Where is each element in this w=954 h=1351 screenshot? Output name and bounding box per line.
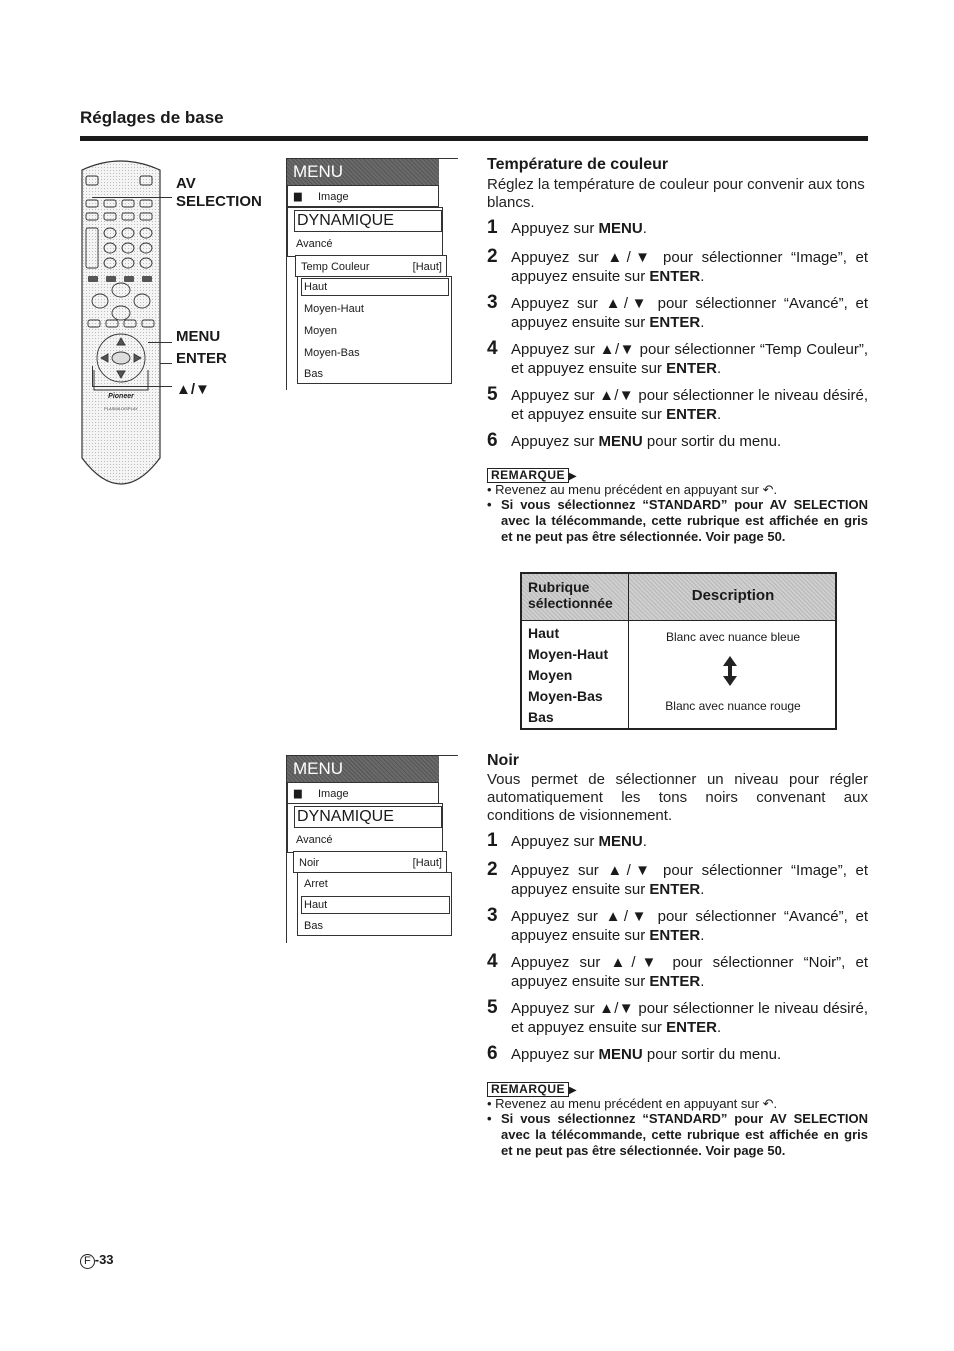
noir-remarque-tag: REMARQUE ▶ — [487, 1080, 577, 1098]
noir-note-2: • Si vous sélectionnez “STANDARD” pour AV SELECTION avec la télécommande, cette rubrique est affichée en gris et ne peut pas être sélectionnée. Voir page 50. — [487, 1111, 868, 1158]
image-icon: ▆ — [294, 191, 302, 202]
menu2-item-row — [293, 851, 447, 873]
page-number: F -33 — [80, 1252, 114, 1269]
menu1-option: Haut — [304, 281, 328, 293]
remote-model-text: PLASMA DISPLAY — [104, 406, 138, 411]
return-icon: ↶ — [762, 482, 774, 497]
menu1-option: Moyen — [304, 325, 338, 337]
menu2-option: Haut — [304, 899, 328, 911]
temp-intro: Réglez la température de couleur pour convenir aux tons blancs. — [487, 176, 865, 211]
label-av: AV — [176, 175, 196, 192]
menu2-title: MENU — [287, 756, 439, 782]
menu1-option: Bas — [304, 368, 323, 380]
label-menu: MENU — [176, 328, 221, 345]
menu1-advanced: Avancé — [296, 238, 333, 250]
menu1-image-row — [287, 185, 439, 207]
noir-title: Noir — [487, 752, 519, 769]
leader-line-menu — [148, 342, 172, 343]
temp-table — [520, 572, 837, 730]
temp-note-1: • Revenez au menu précédent en appuyant sur ↶. — [487, 482, 778, 497]
remote-control-illustration — [80, 158, 162, 498]
temp-step: 1 Appuyez sur MENU. — [487, 217, 647, 238]
temp-step: 3 Appuyez sur ▲/▼ pour sélectionner “Avancé”, et appuyez ensuite sur ENTER. — [487, 292, 868, 331]
table-item: Haut — [528, 625, 560, 641]
menu2-mode-box — [287, 803, 443, 853]
leader-line-av — [92, 197, 172, 198]
menu2-image-row — [287, 782, 439, 804]
noir-step: 2 Appuyez sur ▲/▼ pour sélectionner “Image”, et appuyez ensuite sur ENTER. — [487, 859, 868, 898]
menu2-options-box — [297, 872, 452, 936]
menu2-image-label: Image — [318, 788, 349, 800]
temp-remarque-tag: REMARQUE ▶ — [487, 466, 577, 484]
temp-step: 6 Appuyez sur MENU pour sortir du menu. — [487, 430, 782, 451]
menu1-mode: DYNAMIQUE — [297, 212, 394, 229]
noir-step: 4 Appuyez sur ▲/▼ pour sélectionner “Noir”, et appuyez ensuite sur ENTER. — [487, 951, 868, 990]
image-icon: ▆ — [294, 788, 302, 799]
temp-step: 2 Appuyez sur ▲/▼ pour sélectionner “Image”, et appuyez ensuite sur ENTER. — [487, 246, 868, 285]
noir-intro: Vous permet de sélectionner un niveau pour régler automatiquement les tons noirs convenant aux conditions de visionnement. — [487, 771, 868, 824]
leader-line-arrows — [92, 386, 172, 387]
temp-step: 4 Appuyez sur ▲/▼ pour sélectionner “Temp Couleur”, et appuyez ensuite sur ENTER. — [487, 338, 868, 377]
table-item: Bas — [528, 709, 554, 725]
label-selection: SELECTION — [176, 193, 262, 210]
table-desc-bottom: Blanc avec nuance rouge — [665, 699, 801, 713]
header-rule — [80, 136, 868, 141]
page-letter-badge: F — [80, 1254, 95, 1269]
up-down-arrow-icon — [722, 656, 738, 691]
menu2-advanced: Avancé — [296, 834, 333, 846]
table-desc-top: Blanc avec nuance bleue — [665, 630, 801, 644]
menu2-item-value: [Haut] — [412, 857, 442, 869]
label-arrows: ▲/▼ — [176, 381, 210, 398]
temp-step: 5 Appuyez sur ▲/▼ pour sélectionner le niveau désiré, et appuyez ensuite sur ENTER. — [487, 384, 868, 423]
menu1-mode-highlight — [294, 210, 442, 232]
menu1-option: Moyen-Bas — [304, 347, 360, 359]
noir-step: 3 Appuyez sur ▲/▼ pour sélectionner “Avancé”, et appuyez ensuite sur ENTER. — [487, 905, 868, 944]
label-enter: ENTER — [176, 350, 227, 367]
menu2-option: Arret — [304, 878, 328, 890]
menu2-option: Bas — [304, 920, 323, 932]
table-item: Moyen-Bas — [528, 688, 603, 704]
remote-control-drawing — [80, 158, 162, 498]
temp-note-2: • Si vous sélectionnez “STANDARD” pour AV SELECTION avec la télécommande, cette rubrique est affichée en gris et ne peut pas être sélectionnée. Voir page 50. — [487, 497, 868, 544]
menu1-item-row — [295, 255, 447, 277]
menu2-item: Noir — [299, 857, 320, 869]
noir-step: 1 Appuyez sur MENU. — [487, 830, 647, 851]
section-title: Réglages de base — [80, 108, 224, 127]
temp-title: Température de couleur — [487, 156, 669, 173]
noir-step: 5 Appuyez sur ▲/▼ pour sélectionner le niveau désiré, et appuyez ensuite sur ENTER. — [487, 997, 868, 1036]
menu1-item: Temp Couleur — [301, 261, 370, 273]
table-item: Moyen — [528, 667, 573, 683]
menu1-item-value: [Haut] — [412, 261, 442, 273]
leader-line-arrows-v — [92, 366, 93, 386]
table-head-col1: Rubrique sélectionnée — [528, 579, 613, 611]
menu1-options-box — [297, 276, 452, 384]
noir-note-1: • Revenez au menu précédent en appuyant sur ↶. — [487, 1096, 778, 1111]
table-head-col2: Description — [691, 587, 775, 604]
menu1-title: MENU — [287, 159, 439, 185]
menu1-option: Moyen-Haut — [304, 303, 364, 315]
leader-line-enter — [160, 363, 172, 364]
menu2-mode: DYNAMIQUE — [297, 808, 394, 825]
menu2-mode-highlight — [294, 806, 442, 828]
return-icon: ↶ — [762, 1096, 774, 1111]
noir-step: 6 Appuyez sur MENU pour sortir du menu. — [487, 1043, 782, 1064]
menu1-image-label: Image — [318, 191, 349, 203]
remote-brand-text: Pioneer — [108, 393, 134, 400]
table-item: Moyen-Haut — [528, 646, 609, 662]
menu1-mode-box — [287, 207, 443, 257]
